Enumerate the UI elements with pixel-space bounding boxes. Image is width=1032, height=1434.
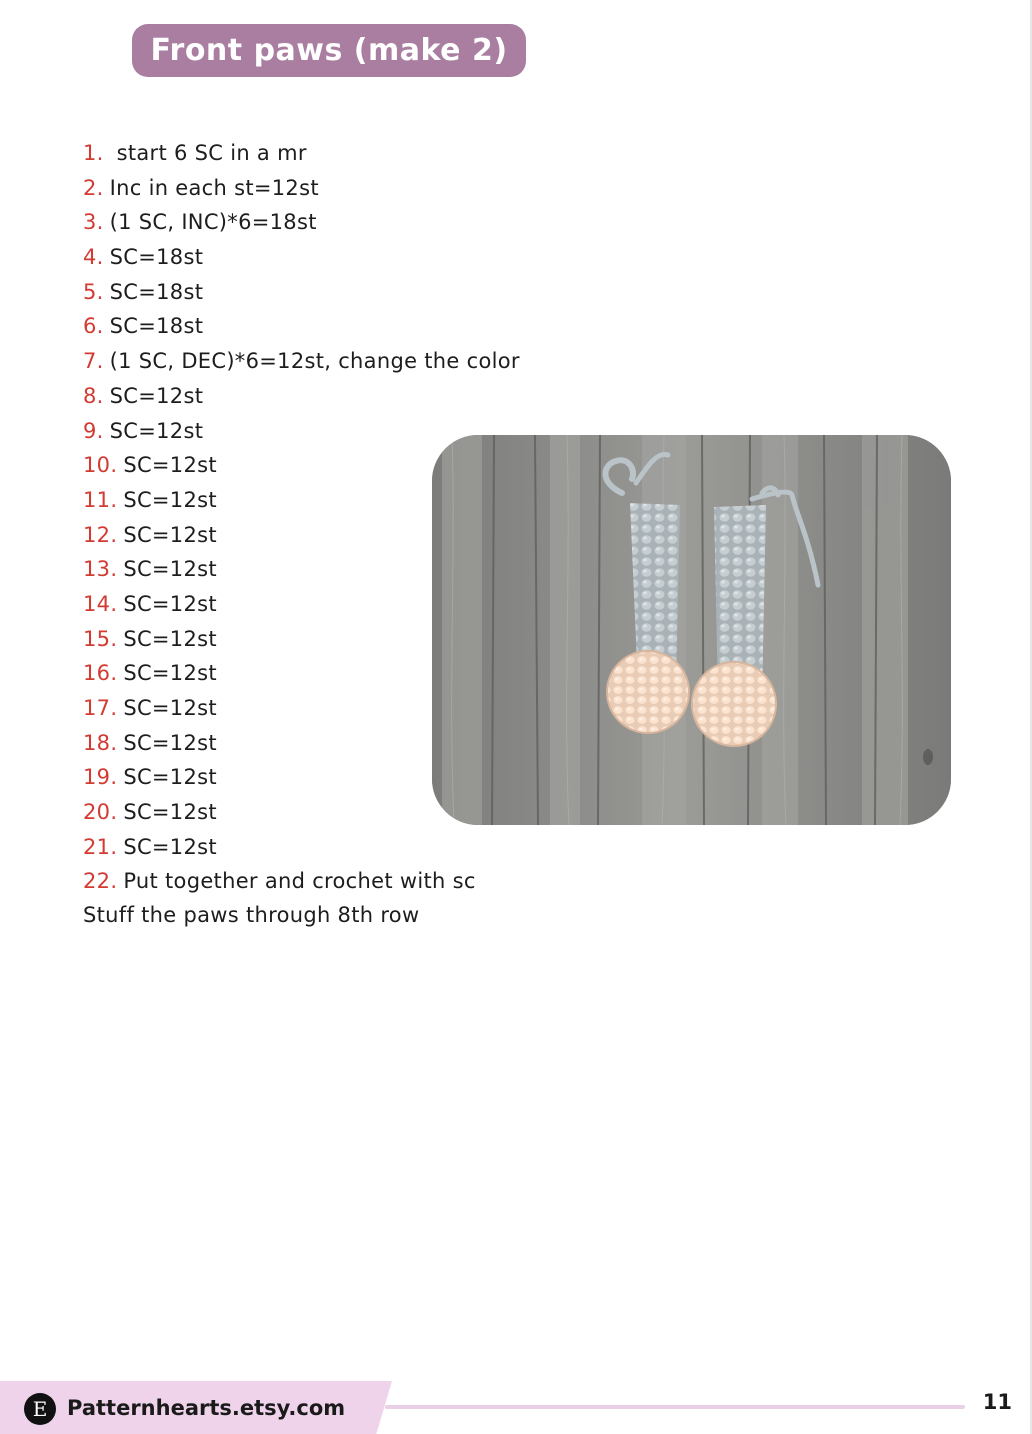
row-number: 2. xyxy=(83,175,104,200)
row-instruction: SC=12st xyxy=(123,626,217,651)
row-instruction: SC=18st xyxy=(109,245,204,270)
row-number: 9. xyxy=(83,418,104,443)
pattern-row xyxy=(83,240,520,275)
row-number: 4. xyxy=(83,245,104,270)
row-instruction: SC=12st xyxy=(123,696,217,720)
row-number: 7. xyxy=(83,349,104,374)
row-instruction: Put together and crochet with sc xyxy=(123,869,476,894)
etsy-logo-icon: E xyxy=(24,1393,56,1425)
row-number: 11. xyxy=(83,487,118,512)
row-instruction: Inc in each st=12st xyxy=(109,175,319,200)
row-instruction: SC=12st xyxy=(123,522,217,547)
row-number: 22. xyxy=(83,869,118,894)
row-number: 19. xyxy=(83,765,118,790)
row-instruction: (1 SC, INC)*6=18st xyxy=(109,210,317,235)
row-instruction: SC=12st xyxy=(123,834,217,859)
page-number: 11 xyxy=(982,1390,1012,1414)
row-number: 6. xyxy=(83,314,104,339)
row-instruction: SC=12st xyxy=(123,557,217,582)
row-number: 18. xyxy=(83,730,118,755)
row-instruction: SC=12st xyxy=(123,591,217,616)
pattern-row xyxy=(83,171,520,206)
row-number: 3. xyxy=(83,210,104,235)
row-number: 14. xyxy=(83,591,118,616)
row-instruction: SC=12st xyxy=(109,418,204,443)
row-number: 16. xyxy=(83,661,118,686)
paws-photo xyxy=(432,435,951,825)
row-instruction: SC=12st xyxy=(123,730,217,755)
pattern-row xyxy=(83,830,520,865)
shop-url[interactable]: Patternhearts.etsy.com xyxy=(67,1396,346,1420)
row-instruction: SC=12st xyxy=(123,453,217,478)
row-instruction: SC=12st xyxy=(109,383,204,408)
row-instruction: start 6 SC in a mr xyxy=(109,141,307,165)
pattern-row xyxy=(83,309,520,344)
footer-divider xyxy=(385,1405,965,1409)
row-number: 13. xyxy=(83,557,118,582)
row-number: 20. xyxy=(83,800,118,825)
row-instruction: SC=12st xyxy=(123,765,217,790)
section-title: Front paws (make 2) xyxy=(132,24,526,77)
row-number: 10. xyxy=(83,453,118,478)
row-number: 1. xyxy=(83,141,104,165)
pattern-row xyxy=(83,205,520,240)
row-number: 5. xyxy=(83,279,104,304)
pattern-row xyxy=(83,864,520,899)
row-instruction: SC=18st xyxy=(109,314,204,339)
row-number: 17. xyxy=(83,696,118,720)
row-instruction: SC=12st xyxy=(123,661,217,686)
row-number: 21. xyxy=(83,834,118,859)
row-instruction: (1 SC, DEC)*6=12st, change the color xyxy=(109,349,520,374)
pattern-row xyxy=(83,344,520,379)
row-instruction: SC=12st xyxy=(123,800,217,825)
pattern-row xyxy=(83,136,520,171)
row-instruction: SC=18st xyxy=(109,279,204,304)
row-instruction: SC=12st xyxy=(123,487,217,512)
pattern-row xyxy=(83,275,520,310)
row-number: 8. xyxy=(83,383,104,408)
row-number: 15. xyxy=(83,626,118,651)
stuffing-note: Stuff the paws through 8th row xyxy=(83,903,420,927)
row-number: 12. xyxy=(83,522,118,547)
pattern-row xyxy=(83,379,520,414)
